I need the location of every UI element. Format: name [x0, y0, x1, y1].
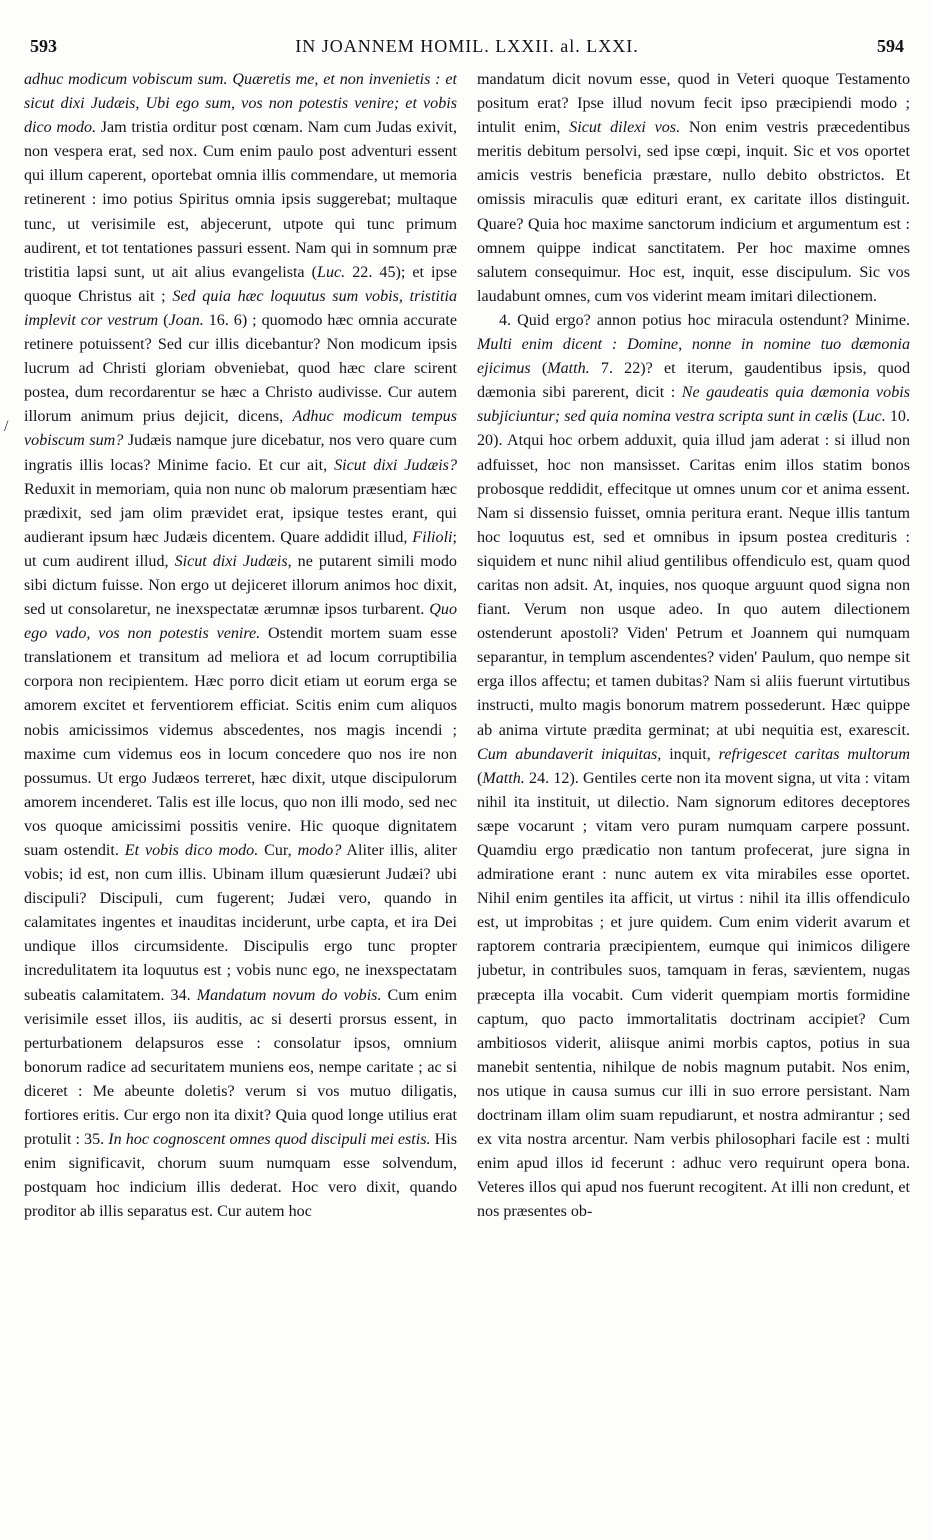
italic-run: Et vobis dico modo. [124, 842, 259, 859]
paragraph [24, 68, 457, 1225]
text-run: Cur, [258, 842, 298, 859]
text-run: ( [158, 311, 169, 329]
italic-run: Mandatum novum do vobis. [196, 986, 382, 1004]
text-run: Jam tristia orditur post cœnam. Nam cum Judas exivit, non vespera erat, sed nox. Cum enim paulo post adventuri essent qui illum caperent, oportebat omnia illis commendare, ut memoria retinerent : imo potius Spiritus omnia ipsis suggerebat; multaque tunc, ut verisimile est, abjecerunt, utpote qui tunc primum audirent, et tot tentationes passuri essent. Nam qui in somnum præ tristitia lapsi sunt, ut ait alius evangelista ( [24, 119, 457, 281]
text-run: Ostendit mortem suam esse translationem et transitum ad meliora et ad locum corruptibilia corpora non recipientem. Hæc porro dicit etiam ut eorum erga se amorem excitet et ferventiorem efficiat. Scitis enim cum aliquos nobis amicissimos videmus abscedentes, nos magis incendi ; maxime cum videmus eos in locum concedere quo nos ire non possumus. Ut ergo Judæos terreret, hæc dixit, utque discipulorum amorem incenderet. Talis est ille locus, quo non illi modo, sed nec vos quoque amicissimi possitis venire. Hic quoque dignitatem suam ostendit. [24, 625, 457, 859]
text-run: ; ut cum audirent illud, [24, 528, 457, 570]
italic-run: Sed quia hæc loquutus sum vobis, tristitia implevit cor vestrum [24, 287, 457, 329]
text-run: inquit, [661, 745, 719, 763]
text-run: Reduxit in memoriam, quia non nunc ob malorum præsentiam hæc prædixit, sed jam olim prævidet erat, ipsique testes erant, qui audierant ipsum hæc Judæis dicentem. Quare addidit illud, [24, 480, 457, 546]
text-run: mandatum dicit novum esse, quod in Veteri quoque Testamento positum erat? Ipse illud novum fecit ipso præcipiendi modo ; intulit enim, [477, 71, 910, 137]
text-run: 7. 22)? et iterum, gaudentibus ipsis, quod dæmonia sibi parerent, dicit : [477, 360, 910, 402]
text-run: , ne putarent simili modo sibi dictum fuisse. Non ergo ut dejiceret illorum animos hoc dixit, sed ut consolaretur, ne inexspectatæ ærumnæ ipsos turbarent. [24, 552, 457, 619]
text-run: Cum enim verisimile esset illos, iis auditis, ac si deserti prorsus essent, in perturbationem delapsuros esse : consolatur ipsos, omnium bonorum radice ad securitatem muniens eos, nempe caritate ; ac si diceret : Me abeunte doletis? verum si vos mutuo diligatis, fortiores eritis. Cur ergo non ita dixit? Quia quod longe utilius erat protulit : 35. [24, 986, 457, 1149]
page-number-left: 593 [30, 36, 57, 56]
margin-mark: / [4, 418, 9, 435]
text-run: His enim significavit, chorum suum numquam esse solvendum, postquam hoc indicium illis dederat. Hoc vero dixit, quando proditor ab illis separatus est. Cur autem hoc [24, 1131, 457, 1221]
italic-run: Luc. [317, 263, 346, 281]
italic-run: Sicut dixi Judæis [174, 552, 288, 570]
italic-run: Joan. [168, 311, 204, 329]
text-run: 4. Quid ergo? annon potius hoc miracula ostendunt? Minime. [499, 311, 910, 329]
text-run: ( [848, 408, 858, 426]
paragraph [477, 68, 910, 309]
running-title: IN JOANNEM HOMIL. LXXII. al. LXXI. [295, 36, 639, 56]
italic-run: Multi enim dicent : Domine, nonne in nomine tuo dæmonia ejicimus [477, 336, 910, 378]
italic-run: Sicut dixi Judæis? [334, 456, 457, 474]
italic-run: Adhuc modicum tempus vobiscum sum? [24, 408, 457, 450]
text-run: Non enim vestris præcedentibus meritis debitum persolvi, sed ipse cœpi, inquit. Sic et vos oportet amicis vestris beneficia præstare, nullo debito obstrictos. Et omissis miraculis quæ edituri erant, ex caritate illos distinguit. Quare? Quia hoc maxime sanctorum indicium et argumentum est : omnem quippe indicat sanctitatem. Per hoc maxime omnes salutem consequimur. Hoc est, inquit, esse discipulum. Sic vos laudabunt omnes, cum vos viderint meam imitari dilectionem. [477, 119, 910, 305]
page-number-right: 594 [877, 36, 904, 56]
paragraph [477, 309, 910, 1225]
italic-run: Matth. [547, 360, 590, 378]
text-run: ( [477, 769, 483, 787]
italic-run: Matth. [482, 769, 525, 787]
italic-run: adhuc modicum vobiscum sum. Quæretis me, et non invenietis : et sicut dixi Judæis, Ubi ego sum, vos non potestis venire; et vobis dico modo. [24, 71, 457, 137]
text-run: Judæis namque jure dicebatur, nos vero quare cum ingratis illis locas? Minime facio. Et cur ait, [24, 432, 457, 474]
left-column [24, 68, 457, 1520]
italic-run: In hoc cognoscent omnes quod discipuli mei estis. [108, 1131, 431, 1149]
italic-run: Sicut dilexi vos. [569, 119, 681, 137]
text-run: 22. 45); et ipse quoque Christus ait ; [24, 263, 457, 305]
text-run: ( [530, 360, 548, 378]
italic-run: Cum abundaverit iniquitas, [477, 745, 662, 763]
italic-run: Ne gaudeatis quia dæmonia vobis subjiciuntur; sed quia nomina vestra scripta sunt in cælis [477, 384, 910, 426]
text-run: 24. 12). Gentiles certe non ita movent signa, ut vita : vitam nihil ita instituit, ut dilectio. Nam signorum editores deceptores sæpe vocarunt ; vitam vero puram numquam carpere possunt. Quamdiu ergo prædicatio non tantum profecerat, jure signa in admiratione erant : nunc autem ex vita mirabiles esse oportet. Nihil enim gentiles ita afficit, ut virtus : nihil ita illis offendiculo est, ut improbitas ; et jure quidem. Cum enim viderit avarum et raptorem contraria præcipientem, eumque qui inimicos diligere jubetur, in contribules suos, tamquam in feras, sævientem, nugas præcepta illa vocabit. Cum viderit quempiam mortis formidine captum, quo pacto immortalitatis doctrinam accipiet? Cum ambitiosos viderit, aliisque animi morbis captos, potius in sua manebit sententia, nihilque de nobis magnum putabit. Nos enim, nos utique in causa sumus cur illi in suo errore persistant. Nam doctrinam illam olim suam repudiarunt, et nostra admirantur ; sed ex vita nostra arcentur. Nam verbis philosophari facile est : multi enim apud illos id fecerunt : adhuc vero requirunt opera bona. Veteres illos qui apud nos fuerunt recogitent. At illi non credunt, et nos præsentes ob- [477, 769, 910, 1221]
text-run: 10. 20). Atqui hoc orbem adduxit, quia illud jam aderat : si illud non adfuisset, hoc non mansisset. Caritas enim illos statim bonos probosque reddidit, effecitque ut omnes unum cor et anima essent. Nam si dissensio fuisset, omnia peritura erant. Neque illis tantum hoc loquutus est, sed et omnibus in ipsum postea credituris : siquidem et nunc nihil aliud gentilibus offendiculo est, quam quod caritas non adsit. At, inquies, nos quoque arguunt quod signa non fiant. Verum non usque adeo. In quo autem dilectionem ostenderunt apostoli? Viden' Petrum et Joannem qui numquam separantur, in templum ascendentes? viden' Paulum, quo nempe sit erga illos affectu; et tamen dubitas? Nam si aliis fuerunt virtutibus instructi, multo magis bonorum matrem possederunt. Hæc quippe ab anima virtute prædita germinat; at ubi nequitia est, exarescit. [477, 408, 910, 739]
italic-run: Quo ego vado, vos non potestis venire. [24, 601, 457, 643]
text-run: Aliter illis, aliter vobis; id est, non cum illis. Ubinam illum quæsierunt Judæi? ubi discipuli? Discipuli, cum fugerent; Judæi vero, quando in calamitates ingentes et inauditas inciderunt, urbe capta, et ira Dei undique illos circumsidente. Discipulis ergo tunc propter incredulitatem ita loquutus est ; vobis nunc ego, ne inexspectatam subeatis calamitatem. 34. [24, 842, 457, 1004]
italic-run: modo? [297, 842, 342, 859]
running-head [30, 32, 904, 60]
italic-run: Luc. [857, 408, 886, 426]
right-column [477, 68, 910, 1520]
text-run: 16. 6) ; quomodo hæc omnia accurate retinere potuissent? Sed cur illis dicebantur? Non modicum ipsis lucrum ad Christi gloriam obveniebat, quod hæc clare scirent postea, dum recordarentur se hæc a Christo audivisse. Cur autem illorum animum prius dejicit, dicens, [24, 311, 457, 426]
italic-run: refrigescet caritas multorum [718, 745, 910, 763]
italic-run: Filioli [412, 528, 453, 546]
